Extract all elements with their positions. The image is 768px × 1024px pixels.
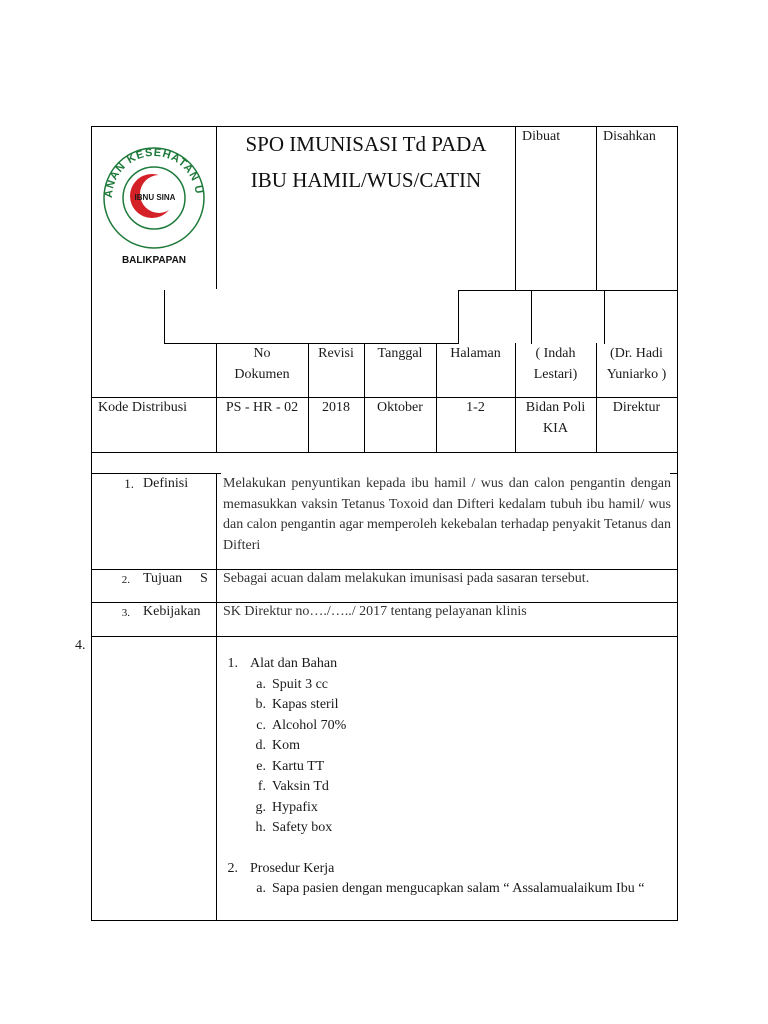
alat-item bbox=[244, 675, 672, 696]
logo-center-text: IBNU SINA bbox=[134, 193, 176, 202]
section-2-stray: S bbox=[200, 571, 208, 586]
alat-list bbox=[244, 675, 672, 839]
disahkan-label: Disahkan bbox=[603, 129, 656, 144]
section-2-number: 2. bbox=[121, 574, 130, 586]
prosedur-heading bbox=[222, 859, 672, 880]
section-1-label: Definisi bbox=[143, 476, 189, 491]
revisi-value: 2018 bbox=[322, 400, 350, 415]
signer1-role bbox=[515, 398, 596, 439]
document-title bbox=[217, 126, 515, 198]
signer1-role-1: Bidan Poli bbox=[525, 400, 586, 415]
alat-item-text: Kartu TT bbox=[272, 758, 325, 774]
section-1-number: 1. bbox=[124, 476, 134, 491]
section-1-content: Melakukan penyuntikan kepada ibu hamil / wus dan calon pengantin dengan memasukkan vaksin Tetanus Toxoid dan Difteri kedalam tubuh ibu hamil/ wus dan calon pengantin agar memperoleh kekebalan terhadap penyakit Tetanus dan Difteri bbox=[223, 476, 671, 553]
alat-item-marker: h. bbox=[255, 820, 266, 835]
alat-heading bbox=[222, 654, 672, 675]
no-dokumen-label bbox=[216, 344, 308, 385]
alat-item bbox=[244, 798, 672, 819]
signer2-name bbox=[596, 344, 677, 385]
section-2-label: Tujuan bbox=[143, 571, 183, 586]
alat-item-text: Alcohol 70% bbox=[272, 717, 347, 733]
no-dokumen-value: PS - HR - 02 bbox=[225, 400, 299, 415]
rule-sec3-bottom bbox=[91, 636, 678, 637]
rule-sign-bottom bbox=[515, 290, 678, 291]
alat-item bbox=[244, 695, 672, 716]
alat-item bbox=[244, 818, 672, 839]
alat-item-marker: d. bbox=[255, 738, 266, 753]
rule-offset-left bbox=[164, 290, 165, 344]
rule-offset-v3 bbox=[604, 290, 605, 344]
revisi-label: Revisi bbox=[318, 346, 354, 361]
rule-offset-step bbox=[458, 290, 516, 291]
alat-item bbox=[244, 777, 672, 798]
rule-spacer-right bbox=[670, 473, 678, 474]
rule-left bbox=[91, 126, 92, 921]
tanggal-label: Tanggal bbox=[377, 346, 423, 361]
alat-item-text: Kom bbox=[272, 738, 300, 753]
signer2-name-1: (Dr. Hadi bbox=[610, 346, 663, 361]
signer1-role-2: KIA bbox=[543, 420, 568, 436]
prosedur-list bbox=[244, 879, 672, 900]
alat-item bbox=[244, 757, 672, 778]
rule-info-bottom bbox=[91, 452, 678, 453]
alat-item-marker: f. bbox=[257, 779, 266, 794]
rule-bottom bbox=[91, 920, 678, 921]
rule-right bbox=[677, 126, 678, 921]
logo-city: BALIKPAPAN bbox=[121, 255, 187, 266]
alat-item-marker: b. bbox=[255, 697, 266, 712]
halaman-label: Halaman bbox=[450, 346, 501, 361]
no-dokumen-label-1: No bbox=[253, 346, 271, 361]
rule-offset-v2 bbox=[531, 290, 532, 344]
prosedur-number: 2. bbox=[227, 860, 238, 876]
signer2-name-2: Yuniarko ) bbox=[606, 366, 667, 382]
alat-item-marker: a. bbox=[256, 676, 266, 692]
procedure-body bbox=[222, 654, 672, 900]
alat-number: 1. bbox=[227, 656, 238, 671]
signer1-name-1: ( Indah bbox=[535, 346, 576, 361]
alat-item bbox=[244, 736, 672, 757]
kode-distribusi-label: Kode Distribusi bbox=[98, 400, 188, 415]
signer1-name-2: Lestari) bbox=[533, 366, 578, 382]
alat-item-marker: e. bbox=[256, 758, 266, 774]
alat-title: Alat dan Bahan bbox=[250, 656, 338, 671]
alat-item-text: Kapas steril bbox=[272, 697, 339, 712]
prosedur-item-text: Sapa pasien dengan mengucapkan salam “ Assalamualaikum Ibu “ bbox=[272, 881, 645, 896]
alat-item-text: Hypafix bbox=[272, 799, 318, 815]
logo bbox=[96, 136, 212, 272]
logo-arc-lettering: ANAN KESEHATAN U bbox=[102, 146, 205, 199]
logo-emblem bbox=[96, 136, 212, 272]
no-dokumen-label-2: Dokumen bbox=[234, 366, 290, 382]
prosedur-item-marker: a. bbox=[256, 881, 266, 896]
rule-dibuat-right bbox=[596, 126, 597, 290]
rule-offset-v1 bbox=[458, 290, 459, 344]
prosedur-item bbox=[244, 879, 672, 900]
section-4-number: 4. bbox=[75, 638, 86, 653]
halaman-value: 1-2 bbox=[466, 400, 485, 415]
signer2-role: Direktur bbox=[612, 400, 661, 415]
section-3-label: Kebijakan bbox=[143, 604, 201, 619]
alat-item-marker: c. bbox=[256, 717, 266, 733]
alat-item bbox=[244, 716, 672, 737]
rule-title-right bbox=[515, 126, 516, 290]
section-3-number: 3. bbox=[121, 607, 130, 619]
title-line-2: IBU HAMIL/WUS/CATIN bbox=[250, 168, 482, 192]
alat-item-text: Vaksin Td bbox=[272, 779, 329, 794]
dibuat-label: Dibuat bbox=[522, 129, 561, 144]
prosedur-title: Prosedur Kerja bbox=[250, 860, 335, 876]
alat-item-text: Safety box bbox=[272, 820, 333, 835]
section-3-content: SK Direktur no…./…../ 2017 tentang pelayanan klinis bbox=[223, 604, 527, 619]
signer1-name bbox=[515, 344, 596, 385]
alat-item-text: Spuit 3 cc bbox=[272, 676, 328, 692]
tanggal-value: Oktober bbox=[377, 400, 423, 415]
section-2-content: Sebagai acuan dalam melakukan imunisasi pada sasaran tersebut. bbox=[223, 571, 590, 586]
rule-sections-split bbox=[216, 473, 217, 921]
alat-item-marker: g. bbox=[255, 799, 266, 815]
title-line-1: SPO IMUNISASI Td PADA bbox=[245, 132, 487, 156]
